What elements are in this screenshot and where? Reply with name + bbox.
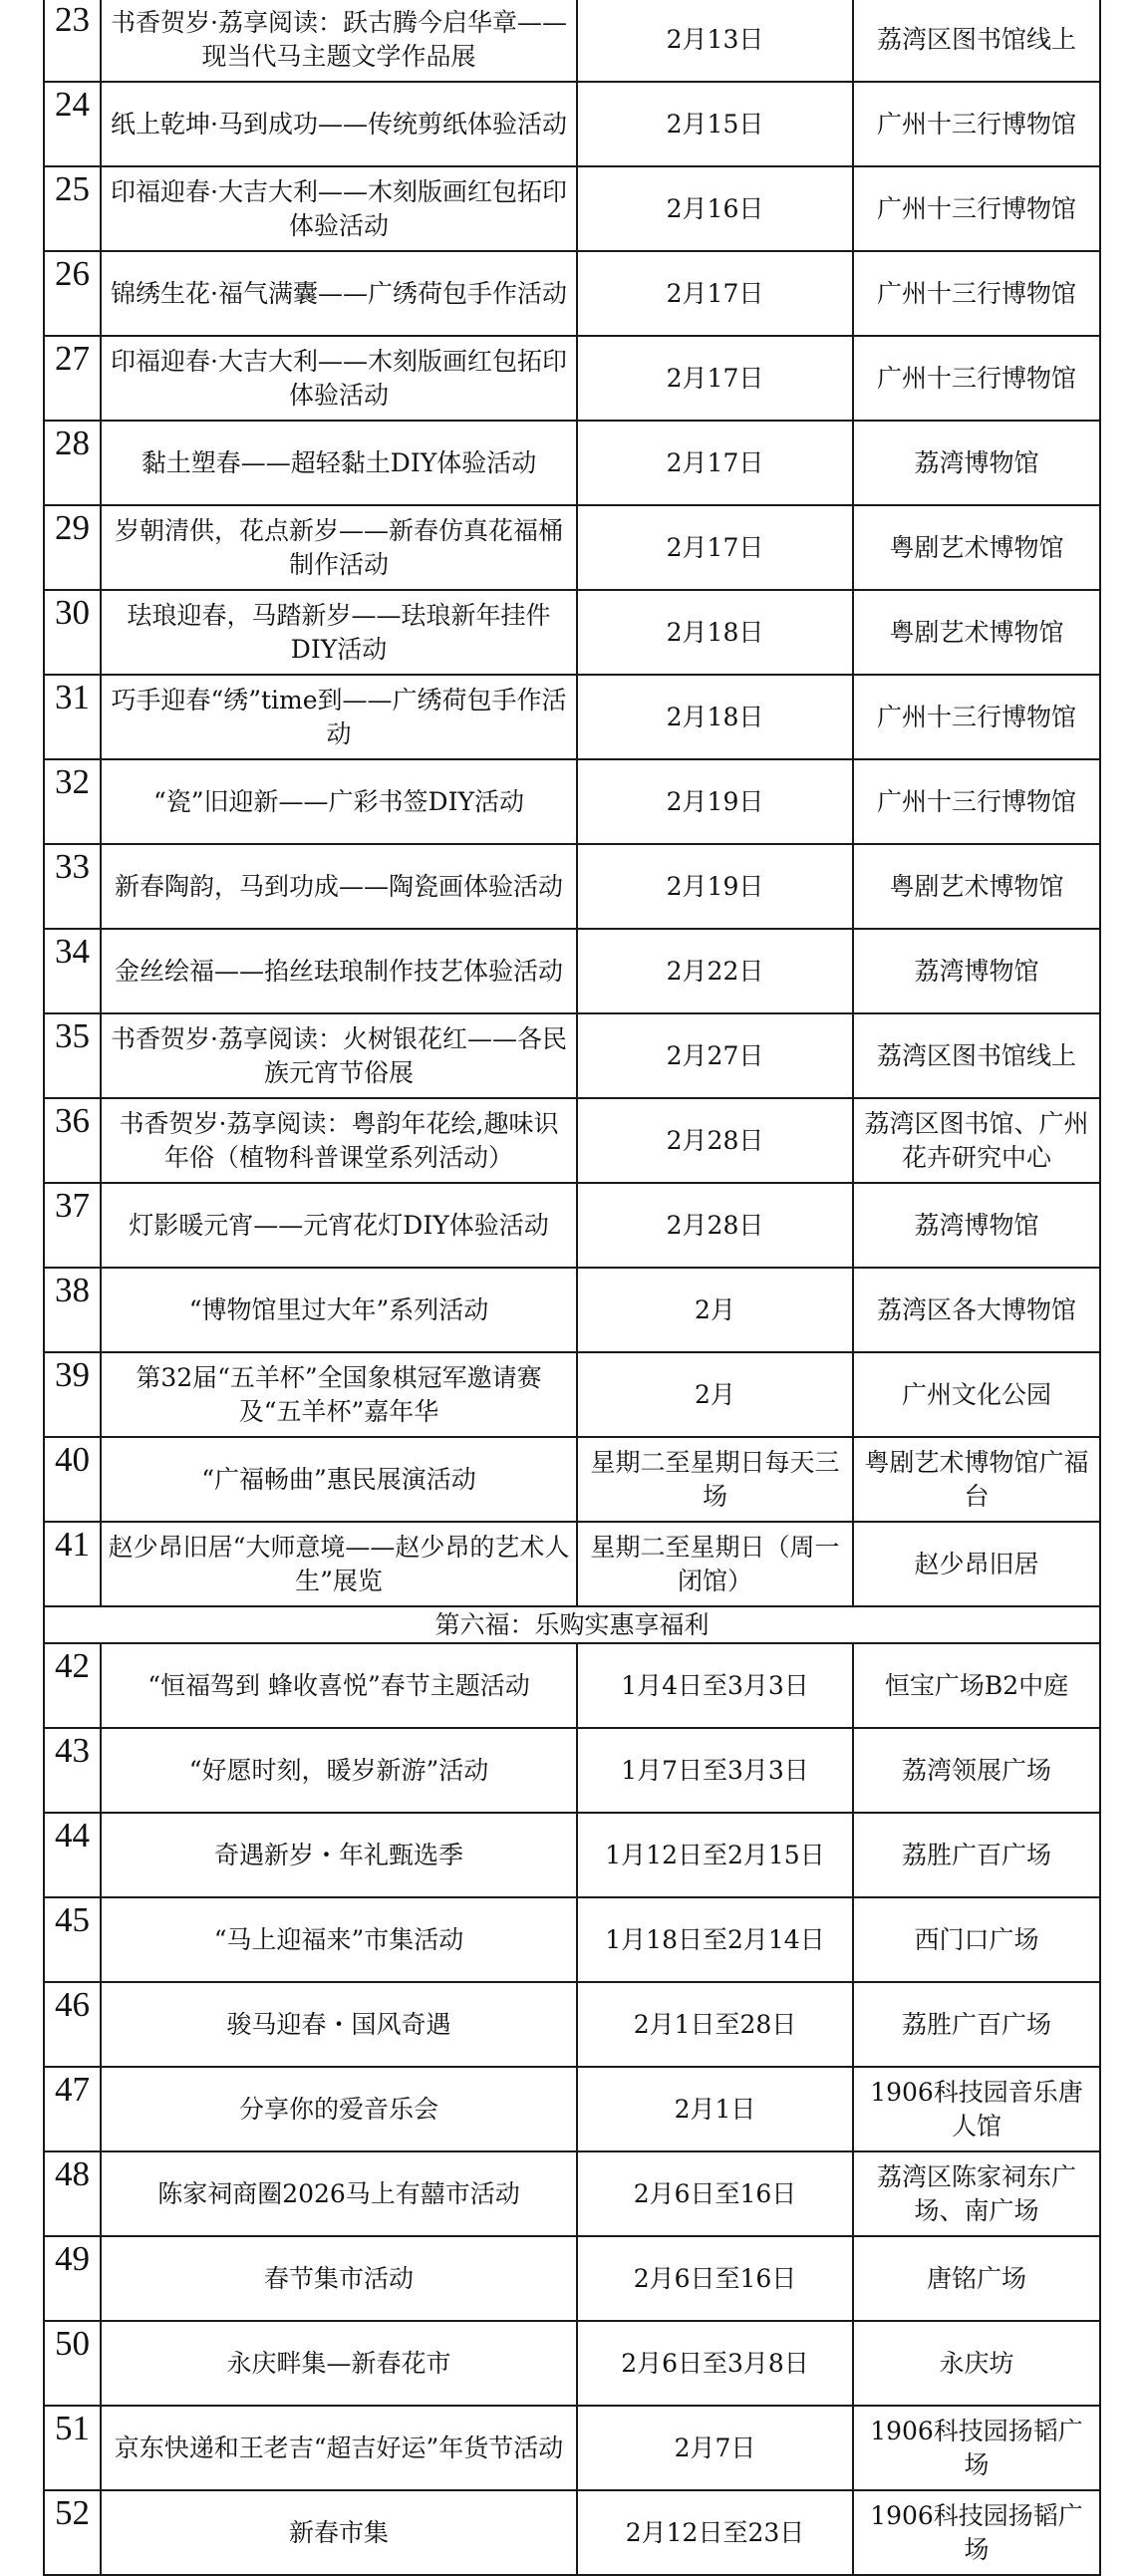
- event-date: 2月18日: [577, 675, 853, 759]
- table-row: [44, 2490, 1100, 2575]
- event-date: 2月: [577, 1352, 853, 1437]
- row-number: 26: [44, 251, 101, 336]
- event-name: 新春陶韵，马到功成——陶瓷画体验活动: [101, 844, 577, 929]
- row-number: 32: [44, 759, 101, 844]
- event-name: 金丝绘福——掐丝珐琅制作技艺体验活动: [101, 929, 577, 1013]
- table-row: [44, 1437, 1100, 1522]
- event-name: 岁朝清供，花点新岁——新春仿真花福桶制作活动: [101, 505, 577, 590]
- row-number: 38: [44, 1268, 101, 1352]
- table-row: [44, 166, 1100, 251]
- event-name: “瓷”旧迎新——广彩书签DIY活动: [101, 759, 577, 844]
- event-date: 2月17日: [577, 336, 853, 421]
- event-venue: 广州十三行博物馆: [853, 82, 1100, 166]
- event-date: 1月4日至3月3日: [577, 1643, 853, 1728]
- table-row: [44, 0, 1100, 82]
- row-number: 42: [44, 1643, 101, 1728]
- table-row: [44, 336, 1100, 421]
- table-row: [44, 1897, 1100, 1982]
- event-name: “广福畅曲”惠民展演活动: [101, 1437, 577, 1522]
- event-name: 分享你的爱音乐会: [101, 2067, 577, 2151]
- table-row: [44, 1643, 1100, 1728]
- table-row: [44, 2406, 1100, 2490]
- event-date: 2月17日: [577, 251, 853, 336]
- table-row: [44, 2321, 1100, 2406]
- row-number: 35: [44, 1013, 101, 1098]
- event-date: 2月28日: [577, 1098, 853, 1183]
- event-name: 陈家祠商圈2026马上有囍市活动: [101, 2151, 577, 2236]
- table-row: [44, 1098, 1100, 1183]
- event-name: 锦绣生花·福气满囊——广绣荷包手作活动: [101, 251, 577, 336]
- event-date: 2月19日: [577, 844, 853, 929]
- event-venue: 西门口广场: [853, 1897, 1100, 1982]
- event-venue: 荔胜广百广场: [853, 1813, 1100, 1897]
- table-row: [44, 2151, 1100, 2236]
- event-name: 纸上乾坤·马到成功——传统剪纸体验活动: [101, 82, 577, 166]
- event-venue: 恒宝广场B2中庭: [853, 1643, 1100, 1728]
- section-header-row: [44, 1606, 1100, 1643]
- table-row: [44, 759, 1100, 844]
- row-number: 39: [44, 1352, 101, 1437]
- event-name: 骏马迎春・国风奇遇: [101, 1982, 577, 2067]
- event-date: 星期二至星期日每天三场: [577, 1437, 853, 1522]
- row-number: 36: [44, 1098, 101, 1183]
- table-row: [44, 1522, 1100, 1606]
- event-name: 京东快递和王老吉“超吉好运”年货节活动: [101, 2406, 577, 2490]
- event-venue: 广州十三行博物馆: [853, 336, 1100, 421]
- row-number: 25: [44, 166, 101, 251]
- row-number: 24: [44, 82, 101, 166]
- event-name: “恒福驾到 蜂收喜悦”春节主题活动: [101, 1643, 577, 1728]
- event-name: 珐琅迎春，马踏新岁——珐琅新年挂件DIY活动: [101, 590, 577, 675]
- event-name: 黏土塑春——超轻黏土DIY体验活动: [101, 421, 577, 505]
- event-name: 印福迎春·大吉大利——木刻版画红包拓印体验活动: [101, 166, 577, 251]
- table-row: [44, 421, 1100, 505]
- event-date: 2月27日: [577, 1013, 853, 1098]
- events-table-body-part-five: [44, 0, 1100, 1606]
- row-number: 37: [44, 1183, 101, 1268]
- event-venue: 荔湾区各大博物馆: [853, 1268, 1100, 1352]
- event-venue: 广州十三行博物馆: [853, 675, 1100, 759]
- event-date: 2月13日: [577, 0, 853, 82]
- events-table: [43, 0, 1101, 2576]
- event-venue: 粤剧艺术博物馆广福台: [853, 1437, 1100, 1522]
- event-date: 2月7日: [577, 2406, 853, 2490]
- section-six-title: 第六福：乐购实惠享福利: [44, 1606, 1100, 1643]
- event-venue: 广州文化公园: [853, 1352, 1100, 1437]
- row-number: 46: [44, 1982, 101, 2067]
- table-row: [44, 929, 1100, 1013]
- event-venue: 1906科技园扬韬广场: [853, 2406, 1100, 2490]
- event-venue: 广州十三行博物馆: [853, 759, 1100, 844]
- row-number: 52: [44, 2490, 101, 2575]
- table-row: [44, 1013, 1100, 1098]
- row-number: 27: [44, 336, 101, 421]
- event-date: 1月12日至2月15日: [577, 1813, 853, 1897]
- event-venue: 赵少昂旧居: [853, 1522, 1100, 1606]
- event-date: 2月19日: [577, 759, 853, 844]
- row-number: 51: [44, 2406, 101, 2490]
- event-date: 2月6日至3月8日: [577, 2321, 853, 2406]
- event-venue: 粤剧艺术博物馆: [853, 844, 1100, 929]
- event-date: 2月6日至16日: [577, 2151, 853, 2236]
- event-date: 2月15日: [577, 82, 853, 166]
- event-venue: 荔湾区图书馆线上: [853, 0, 1100, 82]
- table-row: [44, 1813, 1100, 1897]
- table-row: [44, 505, 1100, 590]
- event-date: 2月16日: [577, 166, 853, 251]
- event-venue: 广州十三行博物馆: [853, 251, 1100, 336]
- row-number: 48: [44, 2151, 101, 2236]
- events-table-body-part-six: [44, 1643, 1100, 2575]
- event-name: 永庆畔集—新春花市: [101, 2321, 577, 2406]
- event-date: 2月12日至23日: [577, 2490, 853, 2575]
- event-name: “好愿时刻，暖岁新游”活动: [101, 1728, 577, 1813]
- event-venue: 荔湾博物馆: [853, 421, 1100, 505]
- event-name: 春节集市活动: [101, 2236, 577, 2321]
- event-venue: 荔湾区陈家祠东广场、南广场: [853, 2151, 1100, 2236]
- table-row: [44, 251, 1100, 336]
- event-date: 2月6日至16日: [577, 2236, 853, 2321]
- table-row: [44, 1728, 1100, 1813]
- event-venue: 荔湾区图书馆、广州花卉研究中心: [853, 1098, 1100, 1183]
- table-row: [44, 82, 1100, 166]
- row-number: 23: [44, 0, 101, 82]
- event-date: 1月18日至2月14日: [577, 1897, 853, 1982]
- row-number: 34: [44, 929, 101, 1013]
- row-number: 43: [44, 1728, 101, 1813]
- event-name: 巧手迎春“绣”time到——广绣荷包手作活动: [101, 675, 577, 759]
- event-venue: 粤剧艺术博物馆: [853, 505, 1100, 590]
- table-row: [44, 2067, 1100, 2151]
- table-row: [44, 590, 1100, 675]
- event-date: 2月17日: [577, 505, 853, 590]
- event-name: “博物馆里过大年”系列活动: [101, 1268, 577, 1352]
- event-name: 书香贺岁·荔享阅读：火树银花红——各民族元宵节俗展: [101, 1013, 577, 1098]
- event-name: 奇遇新岁・年礼甄选季: [101, 1813, 577, 1897]
- table-row: [44, 2236, 1100, 2321]
- section-header-group: [44, 1606, 1100, 1643]
- event-date: 2月28日: [577, 1183, 853, 1268]
- event-date: 2月17日: [577, 421, 853, 505]
- event-date: 2月18日: [577, 590, 853, 675]
- event-venue: 唐铭广场: [853, 2236, 1100, 2321]
- row-number: 40: [44, 1437, 101, 1522]
- row-number: 44: [44, 1813, 101, 1897]
- table-row: [44, 844, 1100, 929]
- event-name: 书香贺岁·荔享阅读：跃古腾今启华章——现当代马主题文学作品展: [101, 0, 577, 82]
- row-number: 50: [44, 2321, 101, 2406]
- event-date: 2月: [577, 1268, 853, 1352]
- row-number: 45: [44, 1897, 101, 1982]
- row-number: 29: [44, 505, 101, 590]
- event-date: 1月7日至3月3日: [577, 1728, 853, 1813]
- event-name: 灯影暖元宵——元宵花灯DIY体验活动: [101, 1183, 577, 1268]
- event-venue: 广州十三行博物馆: [853, 166, 1100, 251]
- event-venue: 1906科技园音乐唐人馆: [853, 2067, 1100, 2151]
- event-date: 星期二至星期日（周一闭馆）: [577, 1522, 853, 1606]
- table-row: [44, 1268, 1100, 1352]
- event-venue: 荔湾区图书馆线上: [853, 1013, 1100, 1098]
- row-number: 31: [44, 675, 101, 759]
- row-number: 33: [44, 844, 101, 929]
- event-date: 2月22日: [577, 929, 853, 1013]
- event-venue: 永庆坊: [853, 2321, 1100, 2406]
- event-venue: 荔湾博物馆: [853, 1183, 1100, 1268]
- event-name: “马上迎福来”市集活动: [101, 1897, 577, 1982]
- event-venue: 粤剧艺术博物馆: [853, 590, 1100, 675]
- row-number: 49: [44, 2236, 101, 2321]
- event-venue: 荔湾领展广场: [853, 1728, 1100, 1813]
- row-number: 30: [44, 590, 101, 675]
- event-name: 印福迎春·大吉大利——木刻版画红包拓印体验活动: [101, 336, 577, 421]
- event-venue: 荔湾博物馆: [853, 929, 1100, 1013]
- row-number: 41: [44, 1522, 101, 1606]
- table-row: [44, 1183, 1100, 1268]
- event-name: 书香贺岁·荔享阅读：粤韵年花绘,趣味识年俗（植物科普课堂系列活动）: [101, 1098, 577, 1183]
- event-name: 赵少昂旧居“大师意境——赵少昂的艺术人生”展览: [101, 1522, 577, 1606]
- event-venue: 1906科技园扬韬广场: [853, 2490, 1100, 2575]
- event-name: 新春市集: [101, 2490, 577, 2575]
- event-date: 2月1日至28日: [577, 1982, 853, 2067]
- event-name: 第32届“五羊杯”全国象棋冠军邀请赛及“五羊杯”嘉年华: [101, 1352, 577, 1437]
- row-number: 47: [44, 2067, 101, 2151]
- table-row: [44, 1352, 1100, 1437]
- table-row: [44, 1982, 1100, 2067]
- event-date: 2月1日: [577, 2067, 853, 2151]
- event-venue: 荔胜广百广场: [853, 1982, 1100, 2067]
- row-number: 28: [44, 421, 101, 505]
- table-row: [44, 675, 1100, 759]
